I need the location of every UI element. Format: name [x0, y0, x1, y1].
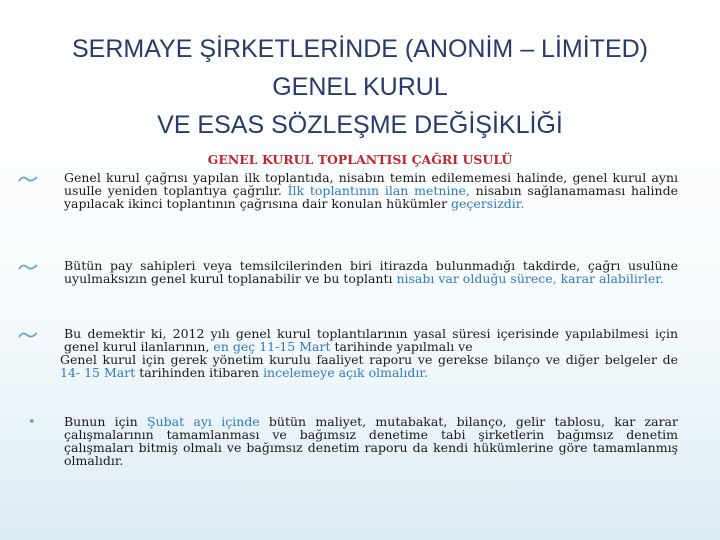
title-line-2: GENEL KURUL	[272, 73, 448, 101]
highlight-segment: nisabı var olduğu sürece, karar alabilirler.	[396, 271, 664, 286]
paragraph-3-text	[60, 326, 678, 380]
slide-title	[20, 30, 700, 144]
highlight-segment: en geç 11-15 Mart	[213, 339, 331, 354]
paragraph-4-text	[64, 415, 678, 467]
highlight-segment: Şubat ayı içinde	[147, 414, 260, 429]
title-line-3: VE ESAS SÖZLEŞME DEĞİŞİKLİĞİ	[157, 111, 563, 139]
text-segment: nisabın sağlanamaması halinde yapılacak ikinci toplantının çağrısına dair konulan hükümler	[64, 183, 678, 211]
wave-bullet-icon	[18, 260, 40, 273]
highlight-segment: geçersizdir.	[451, 196, 525, 211]
paragraph-1	[18, 171, 678, 210]
text-segment: bütün maliyet, mutabakat, bilanço, gelir tablosu, kar zarar çalışmalarının tamamlanması ve bağımsız denetime tabi şirketlerin bağımsız denetim çalışmaları bitmiş olmalı ve bağımsız denetim raporu da kendi hükümlerine göre tamamlanmış olmalıdır.	[64, 414, 678, 468]
text-segment: Genel kurul çağrısı yapılan ilk toplantıda, nisabın temin edilememesi halinde, genel kurul aynı usulle yeniden toplantıya çağrılır.	[64, 170, 678, 198]
paragraph-4	[18, 415, 678, 467]
paragraph-3-continuation	[60, 353, 678, 379]
paragraph-2-text	[64, 259, 678, 285]
paragraph-3	[18, 327, 678, 379]
text-segment: Bunun için	[64, 414, 148, 429]
text-segment: tarihinden itibaren	[135, 365, 264, 380]
text-segment: tarihinde yapılmalı ve	[330, 339, 473, 354]
text-segment: Genel kurul için gerek yönetim kurulu faaliyet raporu ve gerekse bilanço ve diğer belgeler de	[60, 352, 678, 367]
text-segment: Bütün pay sahipleri veya temsilcilerinden biri itirazda bulunmadığı takdirde, çağrı usulüne uyulmaksızın genel kurul toplanabilir ve bu toplantı	[64, 258, 678, 286]
wave-bullet-icon	[18, 172, 40, 185]
highlight-segment: incelemeye açık olmalıdır.	[263, 365, 428, 380]
highlight-segment: 14- 15 Mart	[60, 365, 136, 380]
highlight-segment: İlk toplantının ilan metnine,	[287, 183, 470, 198]
paragraph-1-text	[64, 171, 678, 210]
sub-heading: GENEL KURUL TOPLANTISI ÇAĞRI USULÜ	[207, 152, 513, 167]
paragraph-2	[18, 259, 678, 285]
wave-bullet-icon	[18, 328, 40, 341]
text-segment: Bu demektir ki, 2012 yılı genel kurul toplantılarının yasal süresi içerisinde yapılabilmesi için genel kurul ilanlarının,	[64, 326, 678, 354]
title-line-1: SERMAYE ŞİRKETLERİNDE (ANONİM – LİMİTED)	[71, 35, 648, 63]
dot-bullet-icon: •	[28, 415, 36, 430]
